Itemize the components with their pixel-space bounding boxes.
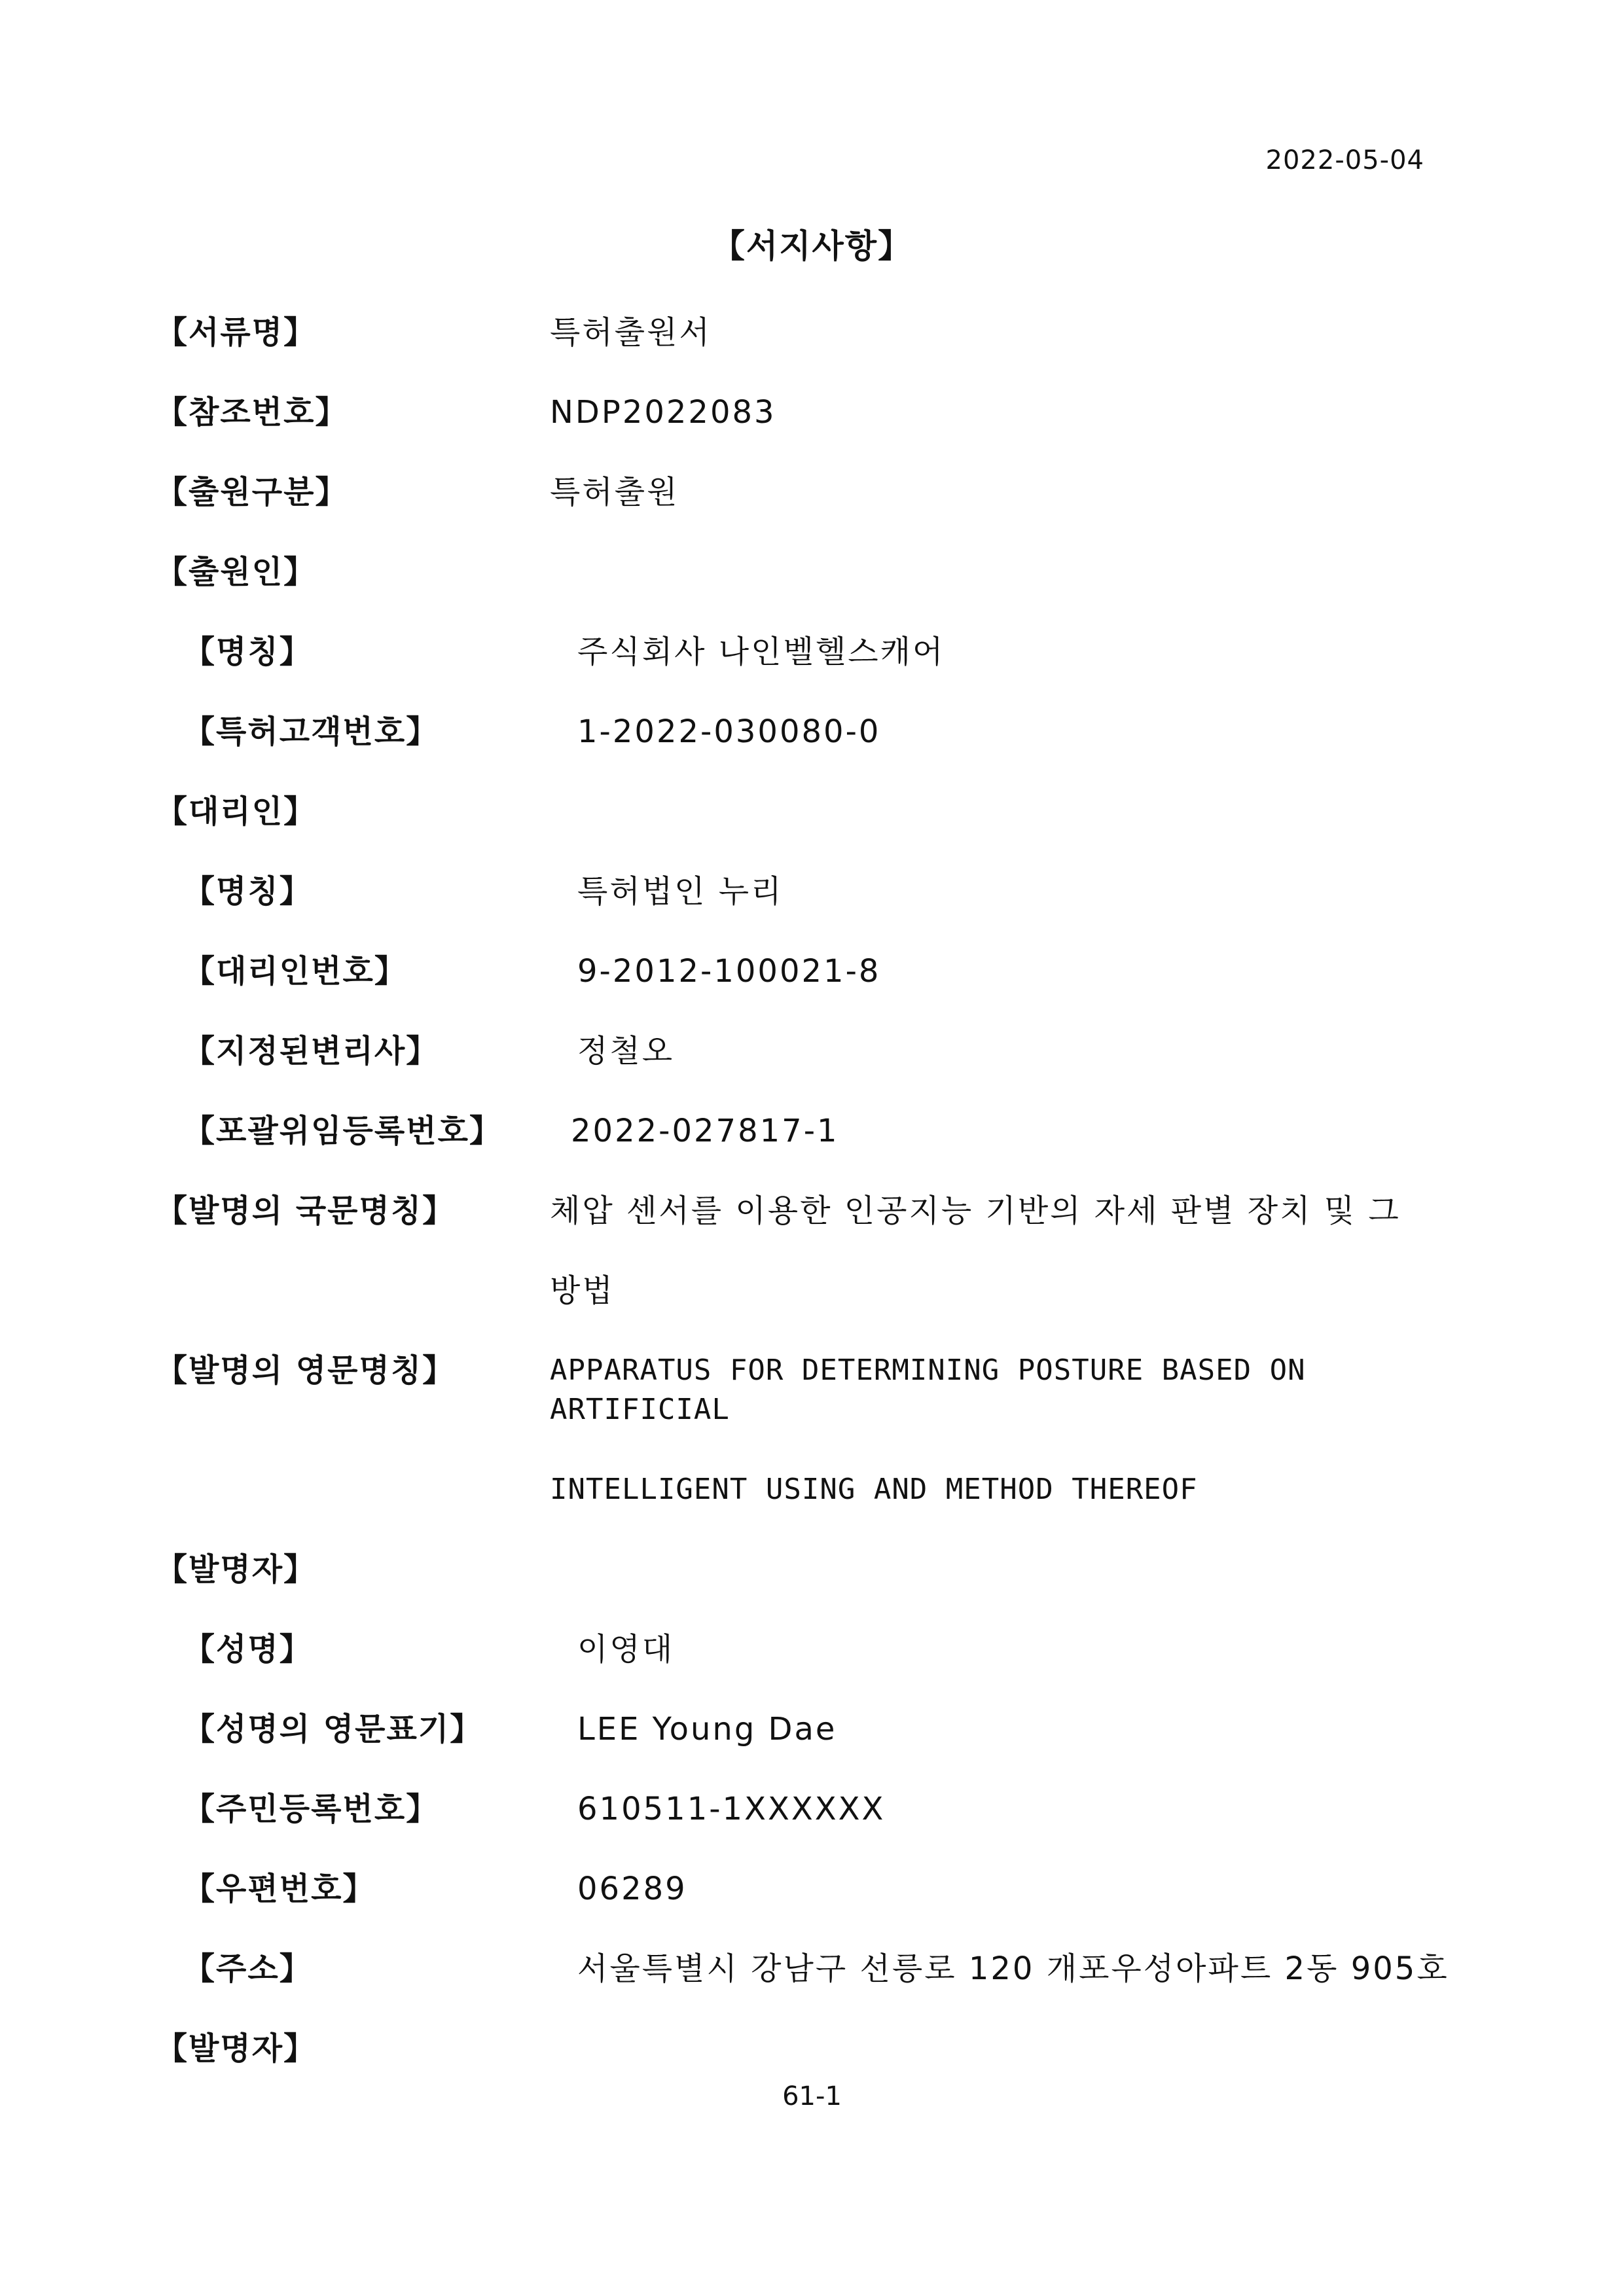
field-value: 이영대	[577, 1631, 675, 1668]
field-label: 【우편번호】	[183, 1871, 376, 1907]
section-agent	[156, 792, 1471, 831]
title-english-line-2: INTELLIGENT USING AND METHOD THEREOF	[550, 1473, 1198, 1506]
field-value: 서울특별시 강남구 선릉로 120 개포우성아파트 2동 905호	[577, 1950, 1449, 1987]
field-label: 【성명의 영문표기】	[183, 1711, 483, 1748]
field-label: 【주소】	[183, 1950, 312, 1987]
field-label: 【주민등록번호】	[183, 1791, 439, 1827]
field-inventor-name-english	[156, 1710, 1471, 1749]
field-inventor-name	[156, 1630, 1471, 1669]
section-label: 【발명자】	[156, 1551, 317, 1588]
field-value	[550, 1191, 1471, 1310]
field-label: 【발명의 국문명칭】	[156, 1193, 456, 1229]
field-label: 【특허고객번호】	[183, 713, 439, 750]
section-inventor-2	[156, 2029, 1471, 2068]
field-value: NDP2022083	[550, 394, 776, 431]
bibliographic-fields	[156, 313, 1471, 2109]
field-label: 【대리인번호】	[183, 953, 407, 990]
field-label: 【포괄위임등록번호】	[183, 1113, 502, 1149]
field-value: 주식회사 나인벨헬스캐어	[577, 634, 945, 670]
field-address	[156, 1949, 1471, 1988]
field-value: 9-2012-100021-8	[577, 953, 881, 990]
field-agent-name	[156, 872, 1471, 911]
field-label: 【출원구분】	[156, 474, 348, 511]
field-value: 특허법인 누리	[577, 873, 784, 910]
field-postal-code	[156, 1869, 1471, 1909]
section-label: 【발명자】	[156, 2030, 317, 2067]
field-title-korean	[156, 1191, 1471, 1310]
field-value: 06289	[577, 1871, 687, 1907]
field-application-type	[156, 473, 1471, 512]
field-value: 610511-1XXXXXX	[577, 1791, 886, 1827]
field-designated-attorney	[156, 1031, 1471, 1071]
title-korean-line-1: 체압 센서를 이용한 인공지능 기반의 자세 판별 장치 및 그	[550, 1193, 1401, 1229]
title-korean-line-2: 방법	[550, 1272, 615, 1309]
field-value: 특허출원서	[550, 314, 712, 351]
field-title-english	[156, 1351, 1471, 1509]
field-label: 【발명의 영문명칭】	[156, 1352, 456, 1389]
field-agent-number	[156, 952, 1471, 991]
field-label: 【명칭】	[183, 634, 312, 670]
field-resident-number	[156, 1789, 1471, 1829]
field-value: LEE Young Dae	[577, 1711, 837, 1748]
field-label: 【성명】	[183, 1631, 312, 1668]
field-label: 【지정된변리사】	[183, 1033, 439, 1069]
field-value: 1-2022-030080-0	[577, 713, 881, 750]
document-date: 2022-05-04	[1265, 145, 1424, 175]
section-label: 【대리인】	[156, 793, 317, 830]
page-number: 61-1	[782, 2081, 842, 2111]
field-value: 특허출원	[550, 474, 679, 511]
field-document-name	[156, 313, 1471, 352]
page-title: 【서지사항】	[712, 227, 912, 265]
field-label: 【명칭】	[183, 873, 312, 910]
field-label: 【서류명】	[156, 314, 317, 351]
field-power-registration-number	[156, 1111, 1471, 1151]
field-value: 2022-027817-1	[571, 1113, 839, 1149]
field-label: 【참조번호】	[156, 394, 348, 431]
field-value: 정철오	[577, 1033, 675, 1069]
section-inventor	[156, 1550, 1471, 1589]
section-label: 【출원인】	[156, 554, 317, 590]
field-applicant-name	[156, 632, 1471, 672]
field-customer-number	[156, 712, 1471, 751]
field-reference-number	[156, 393, 1471, 432]
title-english-line-1: APPARATUS FOR DETERMINING POSTURE BASED ON ARTIFICIAL	[550, 1354, 1306, 1426]
section-applicant	[156, 552, 1471, 592]
field-value	[550, 1351, 1471, 1509]
